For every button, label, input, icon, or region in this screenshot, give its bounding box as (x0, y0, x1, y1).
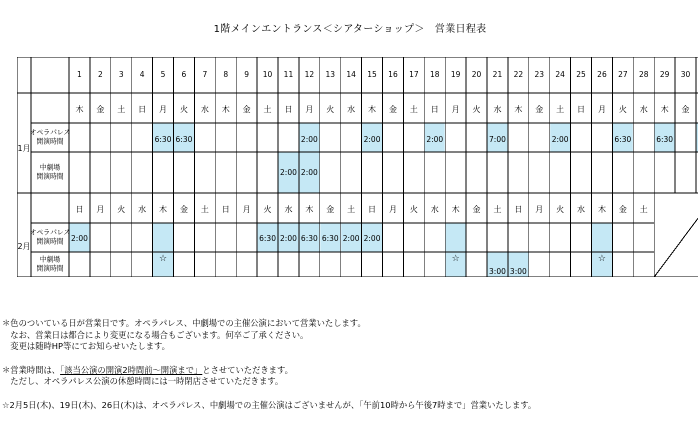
feb-weekday: 月 (388, 205, 397, 214)
feb-weekday: 水 (430, 205, 439, 214)
day-number: 18 (429, 70, 440, 79)
jan-opera-row-label: オペラパレス (29, 128, 71, 137)
page-title: 1階メインエントランス＜シアターショップ＞ 営業日程表 (213, 24, 487, 35)
feb-weekday: 火 (556, 205, 565, 214)
jan-chugeki-row-label: 中劇場 (39, 163, 61, 172)
day-number: 24 (555, 70, 565, 79)
jan-opera-row-label: 開演時間 (36, 137, 64, 146)
note-business-hours-emphasis: 「該当公演の開演2時間前～開演まで」 (60, 364, 203, 375)
feb-weekday: 金 (179, 205, 188, 214)
jan-chugeki-row-label: 開演時間 (36, 172, 64, 181)
jan-weekday: 木 (514, 105, 523, 114)
day-number: 9 (244, 70, 250, 79)
feb-chugeki-time: 3:00 (489, 267, 506, 276)
day-number: 22 (513, 70, 524, 79)
feb-weekday: 木 (451, 205, 460, 214)
jan-opera-time: 6:30 (154, 135, 172, 144)
day-number: 17 (409, 70, 419, 79)
feb-weekday: 月 (96, 205, 105, 214)
jan-weekday: 土 (556, 105, 565, 114)
feb-weekday: 月 (535, 205, 544, 214)
feb-weekday: 木 (305, 205, 314, 214)
day-number: 5 (160, 70, 166, 79)
day-number: 10 (262, 70, 273, 79)
jan-weekday: 木 (660, 105, 669, 114)
jan-opera-time: 7:00 (489, 135, 506, 144)
day-number: 29 (659, 70, 670, 79)
day-number: 20 (471, 70, 482, 79)
jan-weekday: 金 (242, 105, 251, 114)
jan-weekday: 金 (388, 105, 397, 114)
day-number: 28 (638, 70, 649, 79)
jan-weekday: 金 (535, 105, 544, 114)
jan-weekday: 火 (618, 105, 627, 114)
jan-chugeki-time: 2:00 (300, 168, 318, 177)
month-label-february: 2月 (17, 242, 31, 251)
day-number: 23 (534, 70, 545, 79)
jan-opera-time: 2:00 (551, 135, 569, 144)
jan-weekday: 水 (200, 105, 209, 114)
day-number: 26 (597, 70, 607, 79)
feb-chugeki-row-label: 中劇場 (39, 255, 61, 264)
day-number: 21 (492, 70, 503, 79)
feb-weekday: 土 (347, 205, 356, 214)
jan-weekday: 月 (305, 105, 314, 114)
day-number: 7 (202, 70, 208, 79)
feb-weekday: 水 (577, 205, 586, 214)
note-business-hours-suffix: とさせていただきます。 (202, 364, 293, 375)
jan-weekday: 日 (138, 105, 147, 114)
day-number: 2 (97, 70, 103, 79)
feb-weekday: 月 (242, 205, 251, 214)
feb-star-day-cell (153, 224, 173, 277)
feb-weekday: 土 (493, 205, 502, 214)
jan-weekday: 火 (326, 105, 335, 114)
feb-opera-row-label: 開演時間 (36, 237, 64, 246)
jan-opera-time: 6:30 (175, 135, 193, 144)
note-change-notice: なお、営業日は都合により変更になる場合もございます。何卒ご了承ください。 (2, 329, 309, 340)
schedule-table (17, 57, 698, 277)
feb-weekday: 火 (117, 205, 126, 214)
feb-star-day-cell (446, 224, 466, 277)
jan-weekday: 日 (577, 105, 586, 114)
jan-chugeki-time: 2:00 (280, 168, 297, 177)
day-number: 1 (77, 70, 82, 79)
feb-star-mark: ☆ (159, 254, 168, 264)
note-hp-notice: 変更は随時HP等にてお知らせいたします。 (2, 341, 170, 351)
jan-weekday: 月 (159, 105, 168, 114)
feb-opera-time: 6:30 (321, 234, 339, 243)
day-number: 4 (139, 70, 145, 79)
jan-weekday: 火 (179, 105, 188, 114)
feb-opera-row-label: オペラパレス (29, 228, 71, 237)
feb-weekday: 金 (326, 205, 335, 214)
day-number: 3 (118, 70, 124, 79)
jan-opera-time: 2:00 (300, 135, 318, 144)
feb-star-day-cell (592, 224, 612, 277)
feb-weekday: 土 (200, 205, 209, 214)
day-number: 6 (181, 70, 187, 79)
jan-weekday: 金 (681, 105, 690, 114)
feb-weekday: 水 (138, 205, 147, 214)
feb-weekday: 火 (409, 205, 418, 214)
day-number: 13 (325, 70, 336, 79)
jan-weekday: 日 (284, 105, 293, 114)
day-number: 27 (618, 70, 628, 79)
note-business-hours-prefix: ＊営業時間は、 (2, 364, 61, 375)
day-number: 19 (450, 70, 461, 79)
jan-weekday: 金 (96, 105, 105, 114)
jan-weekday: 土 (409, 105, 418, 114)
feb-weekday: 水 (284, 205, 293, 214)
feb-chugeki-time: 3:00 (509, 267, 527, 276)
jan-weekday: 土 (263, 105, 272, 114)
feb-weekday: 土 (639, 205, 648, 214)
jan-weekday: 木 (75, 105, 84, 114)
jan-weekday: 土 (117, 105, 126, 114)
month-label-january: 1月 (17, 144, 31, 153)
feb-weekday: 日 (514, 205, 523, 214)
note-business-hours (2, 365, 698, 377)
jan-weekday: 木 (368, 105, 377, 114)
feb-weekday: 火 (263, 205, 272, 214)
day-number: 8 (223, 70, 229, 79)
day-number: 25 (576, 70, 586, 79)
jan-opera-time: 6:30 (614, 135, 632, 144)
note-star-days: ☆2月5日(木)、19日(木)、26日(木)は、オペラパレス、中劇場での主催公演はございませんが、「午前10時から午後7時まで」営業いたします。 (2, 399, 537, 410)
jan-opera-time: 2:00 (426, 135, 444, 144)
notes-section (2, 318, 698, 411)
feb-opera-time: 2:00 (71, 234, 88, 243)
jan-weekday: 木 (221, 105, 230, 114)
jan-weekday: 月 (597, 105, 606, 114)
jan-weekday: 火 (472, 105, 481, 114)
feb-opera-time: 2:00 (280, 234, 297, 243)
note-operating-days: ＊色のついている日が営業日です。オペラパレス、中劇場での主催公演において営業いたします。 (2, 318, 366, 328)
feb-star-mark: ☆ (451, 254, 460, 264)
day-number: 30 (680, 70, 691, 79)
day-number: 16 (388, 70, 398, 79)
feb-opera-time: 2:00 (342, 234, 360, 243)
feb-weekday: 金 (472, 205, 481, 214)
jan-weekday: 月 (451, 105, 460, 114)
feb-weekday: 日 (221, 205, 230, 214)
grid-line (654, 193, 698, 277)
jan-opera-time: 2:00 (363, 135, 381, 144)
jan-weekday: 日 (430, 105, 439, 114)
feb-opera-time: 2:00 (363, 234, 381, 243)
day-number: 15 (367, 70, 377, 79)
feb-opera-time: 6:30 (300, 234, 318, 243)
day-number: 14 (346, 70, 356, 79)
feb-weekday: 日 (75, 205, 84, 214)
day-number: 11 (283, 70, 294, 79)
jan-weekday: 水 (639, 105, 648, 114)
feb-star-mark: ☆ (597, 254, 606, 264)
feb-chugeki-row-label: 開演時間 (36, 264, 64, 273)
note-intermission: ただし、オペラパレス公演の休憩時間には一時閉店させていただきます。 (2, 376, 284, 386)
day-number: 12 (304, 70, 315, 79)
jan-weekday: 水 (347, 105, 356, 114)
feb-opera-time: 6:30 (259, 234, 276, 243)
jan-weekday: 水 (493, 105, 502, 114)
feb-weekday: 木 (159, 205, 168, 214)
jan-opera-time: 6:30 (656, 135, 674, 144)
feb-weekday: 木 (597, 205, 606, 214)
feb-weekday: 日 (368, 205, 377, 214)
feb-weekday: 金 (618, 205, 627, 214)
